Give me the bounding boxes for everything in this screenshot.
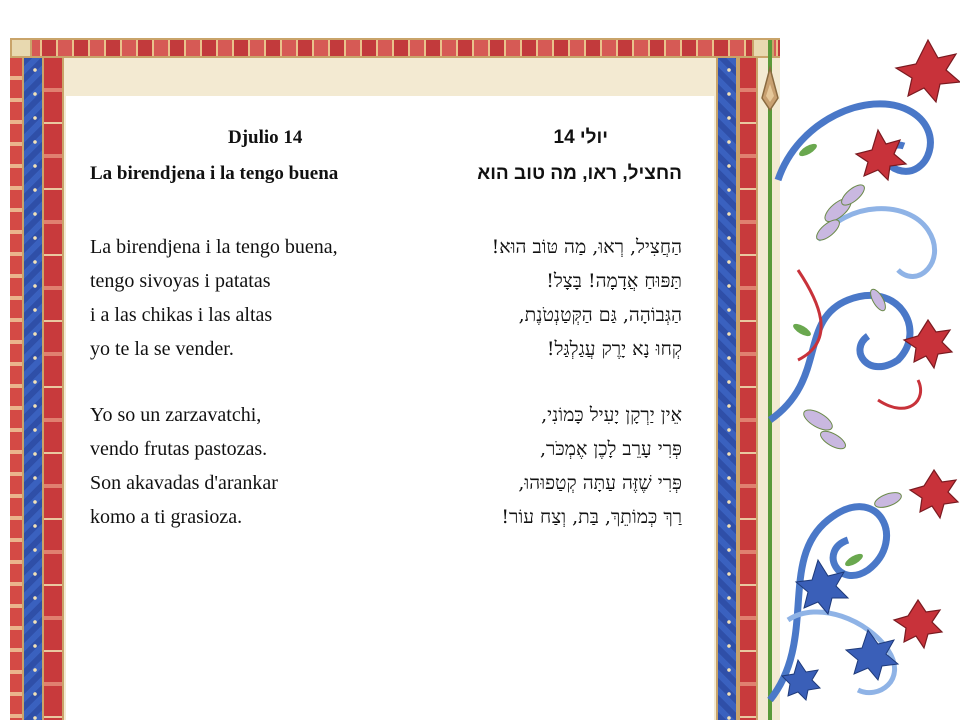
ladino-date: Djulio 14 bbox=[228, 127, 303, 148]
ladino-line: vendo frutas pastozas. bbox=[90, 438, 268, 460]
hebrew-line: רַךְ כְּמוֹתֵךְ, בַּת, וְצַח עוֹר! bbox=[501, 506, 682, 528]
ladino-line: komo a ti grasioza. bbox=[90, 506, 243, 528]
hebrew-stanza-2 bbox=[382, 398, 682, 534]
right-blue-border bbox=[716, 58, 738, 720]
hebrew-line: הַגְּבוֹהָה, גַּם הַקְּטַנְטֹנֶת, bbox=[518, 304, 682, 326]
hebrew-column bbox=[382, 96, 682, 720]
hebrew-line: פְּרִי שֶׁזֶּה עַתָּה קְטַפוּהוּ, bbox=[518, 472, 682, 494]
hebrew-line: פְּרִי עָרֵב לָכֶן אֶמְכֹּר, bbox=[540, 438, 682, 460]
floral-margin-illustration bbox=[758, 0, 960, 720]
hebrew-stanza-1 bbox=[382, 230, 682, 366]
right-red-border bbox=[738, 58, 758, 720]
top-ornamental-border bbox=[10, 38, 780, 58]
ladino-stanza-1 bbox=[90, 230, 410, 366]
hebrew-title: החציל, ראו, מה טוב הוא bbox=[477, 163, 682, 184]
left-red-border bbox=[44, 58, 64, 720]
ladino-line: yo te la se vender. bbox=[90, 338, 234, 360]
ladino-line: tengo sivoyas i patatas bbox=[90, 270, 271, 292]
hebrew-line: קְחוּ נָא יָרֶק עֲגַלְגַּל! bbox=[546, 338, 682, 360]
top-left-corner-ornament bbox=[10, 38, 32, 58]
hebrew-date: יולי 14 bbox=[553, 127, 608, 148]
hebrew-line: אֵין יַרְקָן יָעִיל כָּמוֹנִי, bbox=[541, 404, 682, 426]
ladino-stanza-2 bbox=[90, 398, 410, 534]
ladino-column bbox=[90, 96, 410, 720]
ladino-line: Son akavadas d'arankar bbox=[90, 472, 278, 494]
spear-finial-icon bbox=[762, 40, 778, 720]
poem-text-panel bbox=[66, 96, 714, 720]
left-outer-border bbox=[10, 58, 22, 720]
ladino-line: La birendjena i la tengo buena, bbox=[90, 236, 338, 258]
left-blue-border bbox=[22, 58, 44, 720]
ladino-line: i a las chikas i las altas bbox=[90, 304, 273, 326]
hebrew-line: תַּפּוּחַ אֲדָמָה! בָּצָל! bbox=[546, 270, 682, 292]
ladino-title: La birendjena i la tengo buena bbox=[90, 163, 339, 184]
hebrew-line: הַחֲצִיל, רְאוּ, מַה טּוֹב הוּא! bbox=[491, 236, 682, 258]
ladino-line: Yo so un zarzavatchi, bbox=[90, 404, 262, 426]
